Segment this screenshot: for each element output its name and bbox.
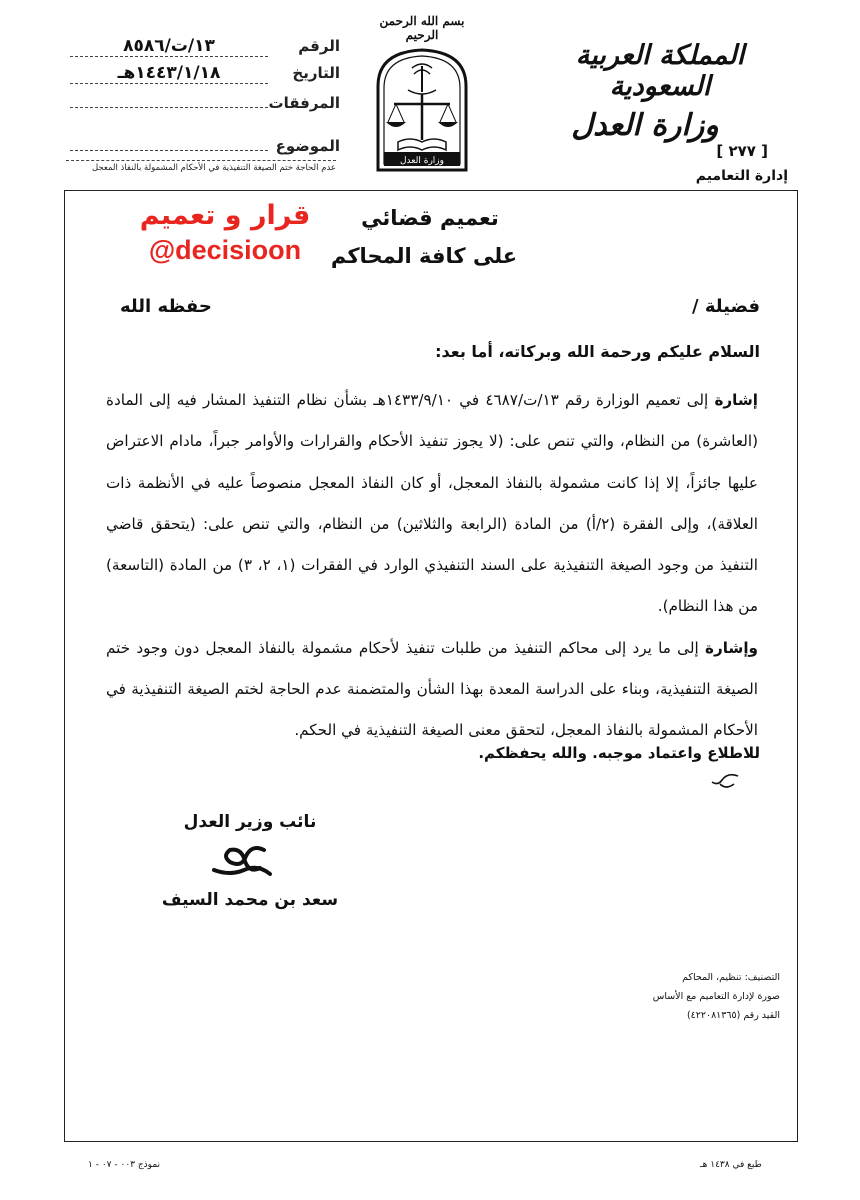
number-row — [70, 36, 340, 63]
brand-title: قرار و تعميم — [139, 200, 311, 231]
number-label: الرقم — [298, 37, 340, 55]
form-code: نموذج ٠٠٣ - ٠٧ - ١ — [88, 1160, 161, 1170]
emblem-caption: وزارة العدل — [400, 156, 444, 166]
paragraph-2-lead: وإشارة — [705, 638, 758, 657]
document-title: تعميم قضائي — [361, 206, 499, 230]
initials-mark-icon — [708, 770, 742, 792]
subject-label: الموضوع — [275, 137, 340, 155]
classification-line-1: التصنيف: تنظيم، المحاكم — [682, 972, 780, 983]
attachments-row — [70, 90, 340, 117]
address-line: فضيلة / — [692, 296, 760, 317]
date-value: ١٤٤٣/١/١٨هـ — [70, 63, 268, 84]
document-heading — [330, 206, 530, 268]
paragraph-1-lead: إشارة — [714, 391, 758, 409]
paragraph-1-text: إلى تعميم الوزارة رقم ١٣/ت/٤٦٨٧ في ١٤٣٣/٩/١٠هـ بشأن نظام التنفيذ المشار فيه إلى المادة (العاشرة) من النظام، والتي تنص على: (لا يجوز تنفيذ الأحكام والقرارات والأوامر جبراً، مادام الاعتراض عليها جائزاً، إلا إذا كانت مشمولة بالنفاذ المعجل، أو كان النفاذ المعجل منصوصاً عليه في الأنظمة ذات العلاقة)، وإلى الفقرة (٢/أ) من المادة (الرابعة والثلاثين) من النظام، والتي تنص على: (يتحقق قاضي التنفيذ من وجود الصيغة التنفيذية على السند التنفيذي الوارد في الفقرات (١، ٢، ٣) من المادة (التاسعة) من هذا النظام). — [106, 391, 759, 616]
date-row — [70, 63, 340, 90]
signatory-name: سعد بن محمد السيف — [161, 890, 339, 910]
scales-emblem-icon — [368, 46, 476, 174]
closing-line: للاطلاع واعتماد موجبه. والله يحفظكم. — [478, 744, 760, 762]
subject-value: عدم الحاجة ختم الصيغة التنفيذية في الأحكام المشمولة بالنفاذ المعجل — [66, 160, 336, 173]
signatory-title: نائب وزير العدل — [183, 812, 317, 832]
document-body — [106, 380, 758, 752]
document-meta — [70, 36, 340, 160]
brand-overlay — [115, 200, 335, 266]
ministry-emblem — [368, 14, 476, 180]
document-recipient: على كافة المحاكم — [330, 244, 518, 268]
attachments-value — [70, 90, 268, 108]
basmala: بسم الله الرحمن الرحيم — [379, 14, 465, 42]
kingdom-name: المملكة العربية السعودية — [575, 40, 745, 102]
paragraph-1 — [106, 380, 758, 628]
classification-line-3: القيد رقم (٤٢٢٠٨١٣٦٥) — [686, 1010, 780, 1021]
greeting: السلام عليكم ورحمة الله وبركاته، أما بعد: — [435, 342, 760, 361]
subject-row — [70, 133, 340, 160]
brand-handle: @decisioon — [148, 235, 302, 265]
reference-number: [ ٢٧٧ ] — [716, 142, 768, 160]
classification-line-2: صورة لإدارة التعاميم مع الأساس — [652, 991, 780, 1002]
paragraph-2 — [106, 628, 758, 752]
number-value: ١٣/ت/٨٥٨٦ — [70, 36, 268, 57]
ministry-name: وزارة العدل — [571, 108, 719, 143]
department-name: إدارة التعاميم — [695, 168, 788, 184]
paragraph-2-text: إلى ما يرد إلى محاكم التنفيذ من طلبات تنفيذ لأحكام مشمولة بالنفاذ المعجل دون وجود ختم الصيغة التنفيذية، وبناء على الدراسة المعدة بهذا الشأن والمتضمنة عدم الحاجة لختم الصيغة التنفيذية في الأحكام المشمولة بالنفاذ المعجل، لتحقق معنى الصيغة التنفيذية في الحكم. — [106, 638, 758, 740]
print-note: طبع في ١٤٣٨ هـ — [700, 1160, 762, 1170]
attachments-label: المرفقات — [268, 94, 340, 112]
subject-line — [70, 133, 268, 151]
issuer-block — [550, 40, 770, 143]
honorific: حفظه الله — [120, 296, 212, 317]
signature-icon — [200, 840, 280, 888]
classification-block — [600, 968, 780, 1025]
date-label: التاريخ — [292, 64, 340, 82]
